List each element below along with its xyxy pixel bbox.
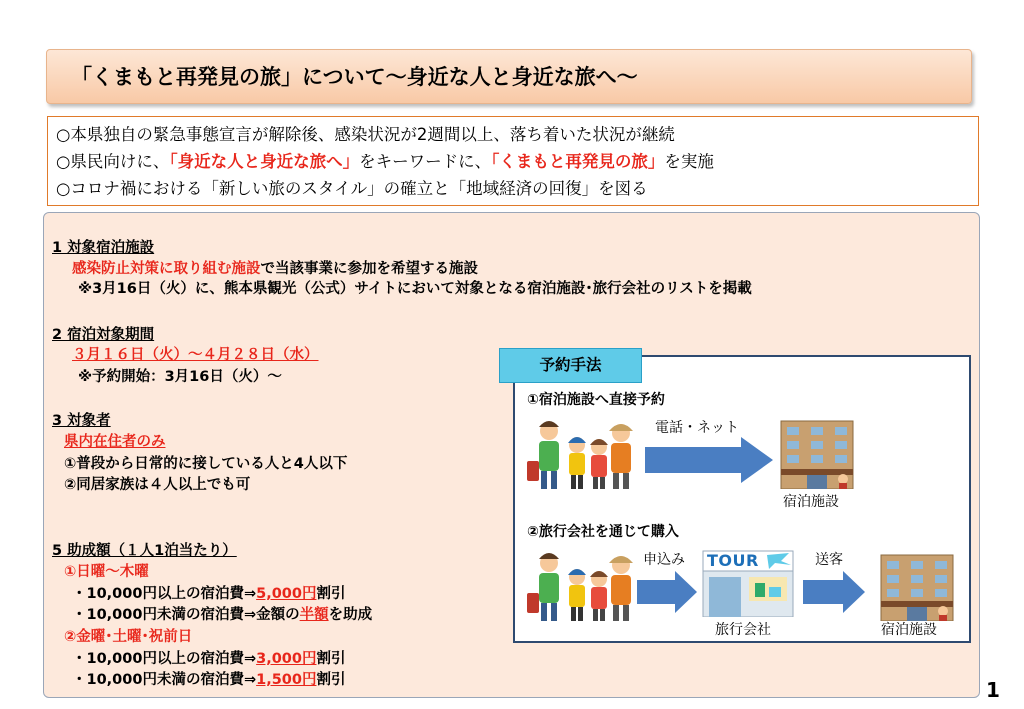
title-banner xyxy=(46,49,972,104)
section-2-heading: 2 宿泊対象期間 xyxy=(52,327,155,343)
weekday-line-2 xyxy=(72,603,372,624)
travel-agency-label: 旅行会社 xyxy=(715,622,771,638)
subsidy-text: を助成 xyxy=(328,607,373,623)
subsidy-text: ・10,000円以上の宿泊費⇒ xyxy=(72,651,257,667)
subsidy-text: ・10,000円以上の宿泊費⇒ xyxy=(72,586,257,602)
half-amount: 半額 xyxy=(299,607,329,623)
weekday-line-1 xyxy=(72,582,345,603)
weekday-heading: ①日曜～木曜 xyxy=(64,564,149,580)
page-number: 1 xyxy=(986,678,1000,702)
hotel-label-1: 宿泊施設 xyxy=(783,494,839,510)
hotel-building-icon xyxy=(777,417,857,489)
tour-sign: TOUR xyxy=(707,551,759,570)
section-1-line-1 xyxy=(72,257,478,278)
summary-line-1: ○本県独自の緊急事態宣言が解除後、感染状況が2週間以上、落ち着いた状況が継続 xyxy=(56,125,675,144)
family-illustration-icon xyxy=(525,547,640,625)
infection-control-text: 感染防止対策に取り組む施設 xyxy=(72,261,261,277)
section-3-heading: 3 対象者 xyxy=(52,413,111,429)
section-1-text: で当該事業に参加を希望する施設 xyxy=(260,261,478,277)
summary-box xyxy=(47,116,979,206)
method-1-label: ①宿泊施設へ直接予約 xyxy=(527,392,665,408)
page-title: 「くまもと再発見の旅」について～身近な人と身近な旅へ～ xyxy=(71,65,638,89)
summary-line-2 xyxy=(56,148,714,172)
reservation-start-note: ※予約開始：3月16日（火）～ xyxy=(78,369,282,385)
arrow-right-icon xyxy=(803,571,867,613)
target-item-2: ②同居家族は４人以上でも可 xyxy=(64,477,251,493)
reservation-method-box xyxy=(513,355,971,643)
campaign-name-highlight: 「くまもと再発見の旅」 xyxy=(491,152,665,171)
summary-line-3: ○コロナ禍における「新しい旅のスタイル」の確立と「地域経済の回復」を図る xyxy=(56,179,648,198)
section-1-line-2: ※3月16日（火）に、熊本県観光（公式）サイトにおいて対象となる宿泊施設･旅行会社のリストを掲載 xyxy=(78,281,752,297)
residents-only: 県内在住者のみ xyxy=(64,434,166,450)
discount-amount: 1,500円 xyxy=(256,672,317,688)
subsidy-text: ・10,000円未満の宿泊費⇒金額の xyxy=(72,607,300,623)
phone-net-label: 電話・ネット xyxy=(655,420,739,436)
section-1-heading: 1 対象宿泊施設 xyxy=(52,240,155,256)
weekend-line-2 xyxy=(72,668,345,689)
travel-agency-icon xyxy=(701,547,795,617)
discount-amount: 5,000円 xyxy=(256,586,317,602)
subsidy-text: 割引 xyxy=(316,651,346,667)
family-illustration-icon xyxy=(525,415,640,493)
arrow-right-icon xyxy=(637,571,699,613)
discount-amount: 3,000円 xyxy=(256,651,317,667)
weekend-line-1 xyxy=(72,647,345,668)
section-5-heading: 5 助成額（１人1泊当たり） xyxy=(52,543,237,559)
summary-text: をキーワードに、 xyxy=(359,152,492,171)
summary-text: を実施 xyxy=(664,152,714,171)
subsidy-text: 割引 xyxy=(316,672,346,688)
subsidy-text: 割引 xyxy=(316,586,346,602)
summary-text: ○県民向けに、 xyxy=(56,152,170,171)
keyword-highlight: 「身近な人と身近な旅へ」 xyxy=(169,152,360,171)
target-item-1: ①普段から日常的に接している人と4人以下 xyxy=(64,456,348,472)
hotel-label-2: 宿泊施設 xyxy=(881,622,937,638)
subsidy-text: ・10,000円未満の宿泊費⇒ xyxy=(72,672,257,688)
stay-period: ３月１６日（火）～４月２８日（水） xyxy=(72,347,319,363)
send-customers-label: 送客 xyxy=(815,552,843,568)
hotel-building-icon xyxy=(877,553,957,621)
reservation-method-label: 予約手法 xyxy=(499,348,642,383)
weekend-heading: ②金曜･土曜･祝前日 xyxy=(64,629,193,645)
details-panel xyxy=(43,212,980,698)
apply-label: 申込み xyxy=(643,552,685,568)
arrow-right-icon xyxy=(645,437,775,483)
method-2-label: ②旅行会社を通じて購入 xyxy=(527,524,679,540)
